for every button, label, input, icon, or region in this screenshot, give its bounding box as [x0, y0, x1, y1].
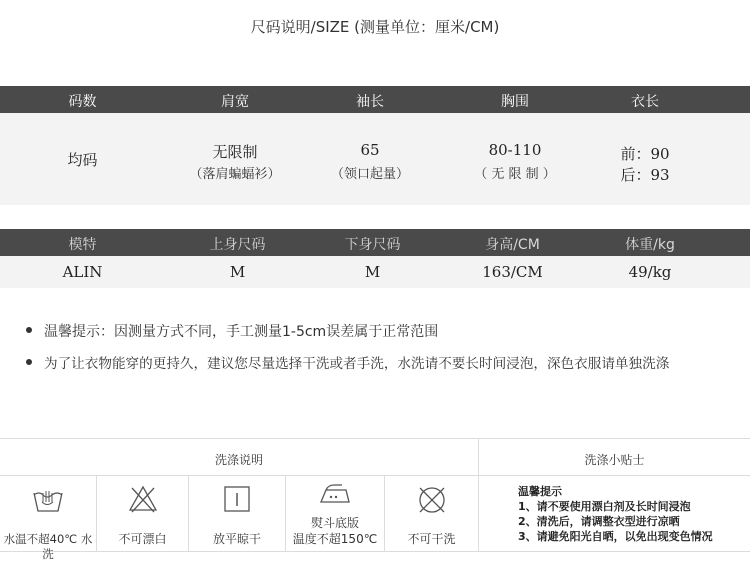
wash-cell-no-bleach: [97, 476, 188, 552]
no-bleach-label: 不可漂白: [118, 532, 167, 546]
size-table-header: [0, 86, 750, 113]
no-bleach-icon: [128, 484, 158, 514]
size-table-row: [0, 113, 750, 205]
wash-table: [0, 438, 750, 561]
header-shoulder: 肩宽: [221, 94, 249, 110]
flat-dry-icon: [222, 484, 252, 514]
tip-item: 3、请避免阳光自晒，以免出现变色情况: [518, 530, 713, 543]
hand-wash-label: 水温不超40℃ 水洗: [3, 532, 93, 561]
header-chest: 胸围: [501, 94, 529, 110]
header-sleeve: 袖长: [356, 94, 384, 110]
wash-cell-flat-dry: [189, 476, 285, 552]
model-name: ALIN: [62, 263, 103, 281]
header-weight: 体重/kg: [625, 237, 675, 253]
model-weight: 49/kg: [628, 263, 672, 281]
no-dry-clean-label: 不可干洗: [407, 532, 456, 546]
header-height: 身高/CM: [485, 237, 540, 253]
note-care: [26, 352, 669, 372]
model-bottom-size: M: [364, 263, 381, 281]
model-top-size: M: [229, 263, 246, 281]
wash-tips: [518, 484, 713, 544]
header-top-size: 上身尺码: [209, 237, 266, 253]
model-height: 163/CM: [482, 263, 543, 281]
hand-wash-icon: [31, 484, 65, 514]
sleeve-note: （领口起量）: [330, 167, 409, 182]
size-value: 均码: [67, 151, 98, 169]
iron-icon: [318, 482, 352, 508]
wash-cell-iron: [286, 476, 384, 552]
model-table-row: [0, 256, 750, 288]
shoulder-value: 无限制: [212, 143, 258, 161]
header-model: 模特: [68, 237, 97, 253]
tip-item: 1、请不要使用漂白剂及长时间浸泡: [518, 500, 691, 513]
iron-label-1: 熨斗底版: [310, 516, 359, 530]
tip-item: 2、清洗后，请调整衣型进行凉晒: [518, 515, 680, 528]
flat-dry-label: 放平晾干: [212, 532, 261, 546]
note-measurement: [26, 321, 438, 341]
divider: [0, 438, 750, 439]
bullet-icon: [26, 327, 32, 333]
header-size: 码数: [68, 94, 97, 110]
chest-note: （ 无 限 制 ）: [474, 167, 556, 182]
length-front: 前：90: [620, 145, 670, 163]
wash-cell-hand-wash: [0, 476, 96, 561]
wash-instructions-title: 洗涤说明: [214, 453, 263, 467]
sleeve-value: 65: [360, 141, 380, 159]
iron-label-2: 温度不超150℃: [292, 532, 378, 546]
tips-title: 温馨提示: [518, 485, 562, 498]
length-back: 后：93: [620, 166, 670, 184]
chest-value: 80-110: [488, 141, 542, 159]
shoulder-note: （落肩蝙蝠衫）: [189, 167, 281, 182]
no-dry-clean-icon: [416, 484, 448, 516]
note-care-text: 为了让衣物能穿的更持久，建议您尽量选择干洗或者手洗，水洗请不要长时间浸泡，深色衣服请单独洗涤: [44, 356, 670, 372]
wash-cell-no-dry-clean: [385, 476, 478, 552]
wash-tips-title: 洗涤小贴士: [584, 453, 645, 467]
model-table-header: [0, 229, 750, 256]
header-length: 衣长: [631, 94, 659, 110]
header-bottom-size: 下身尺码: [344, 237, 401, 253]
note-measurement-text: 温馨提示：因测量方式不同，手工测量1-5cm误差属于正常范围: [44, 324, 439, 340]
bullet-icon: [26, 359, 32, 365]
page-title: 尺码说明/SIZE (测量单位：厘米/CM): [250, 18, 500, 36]
